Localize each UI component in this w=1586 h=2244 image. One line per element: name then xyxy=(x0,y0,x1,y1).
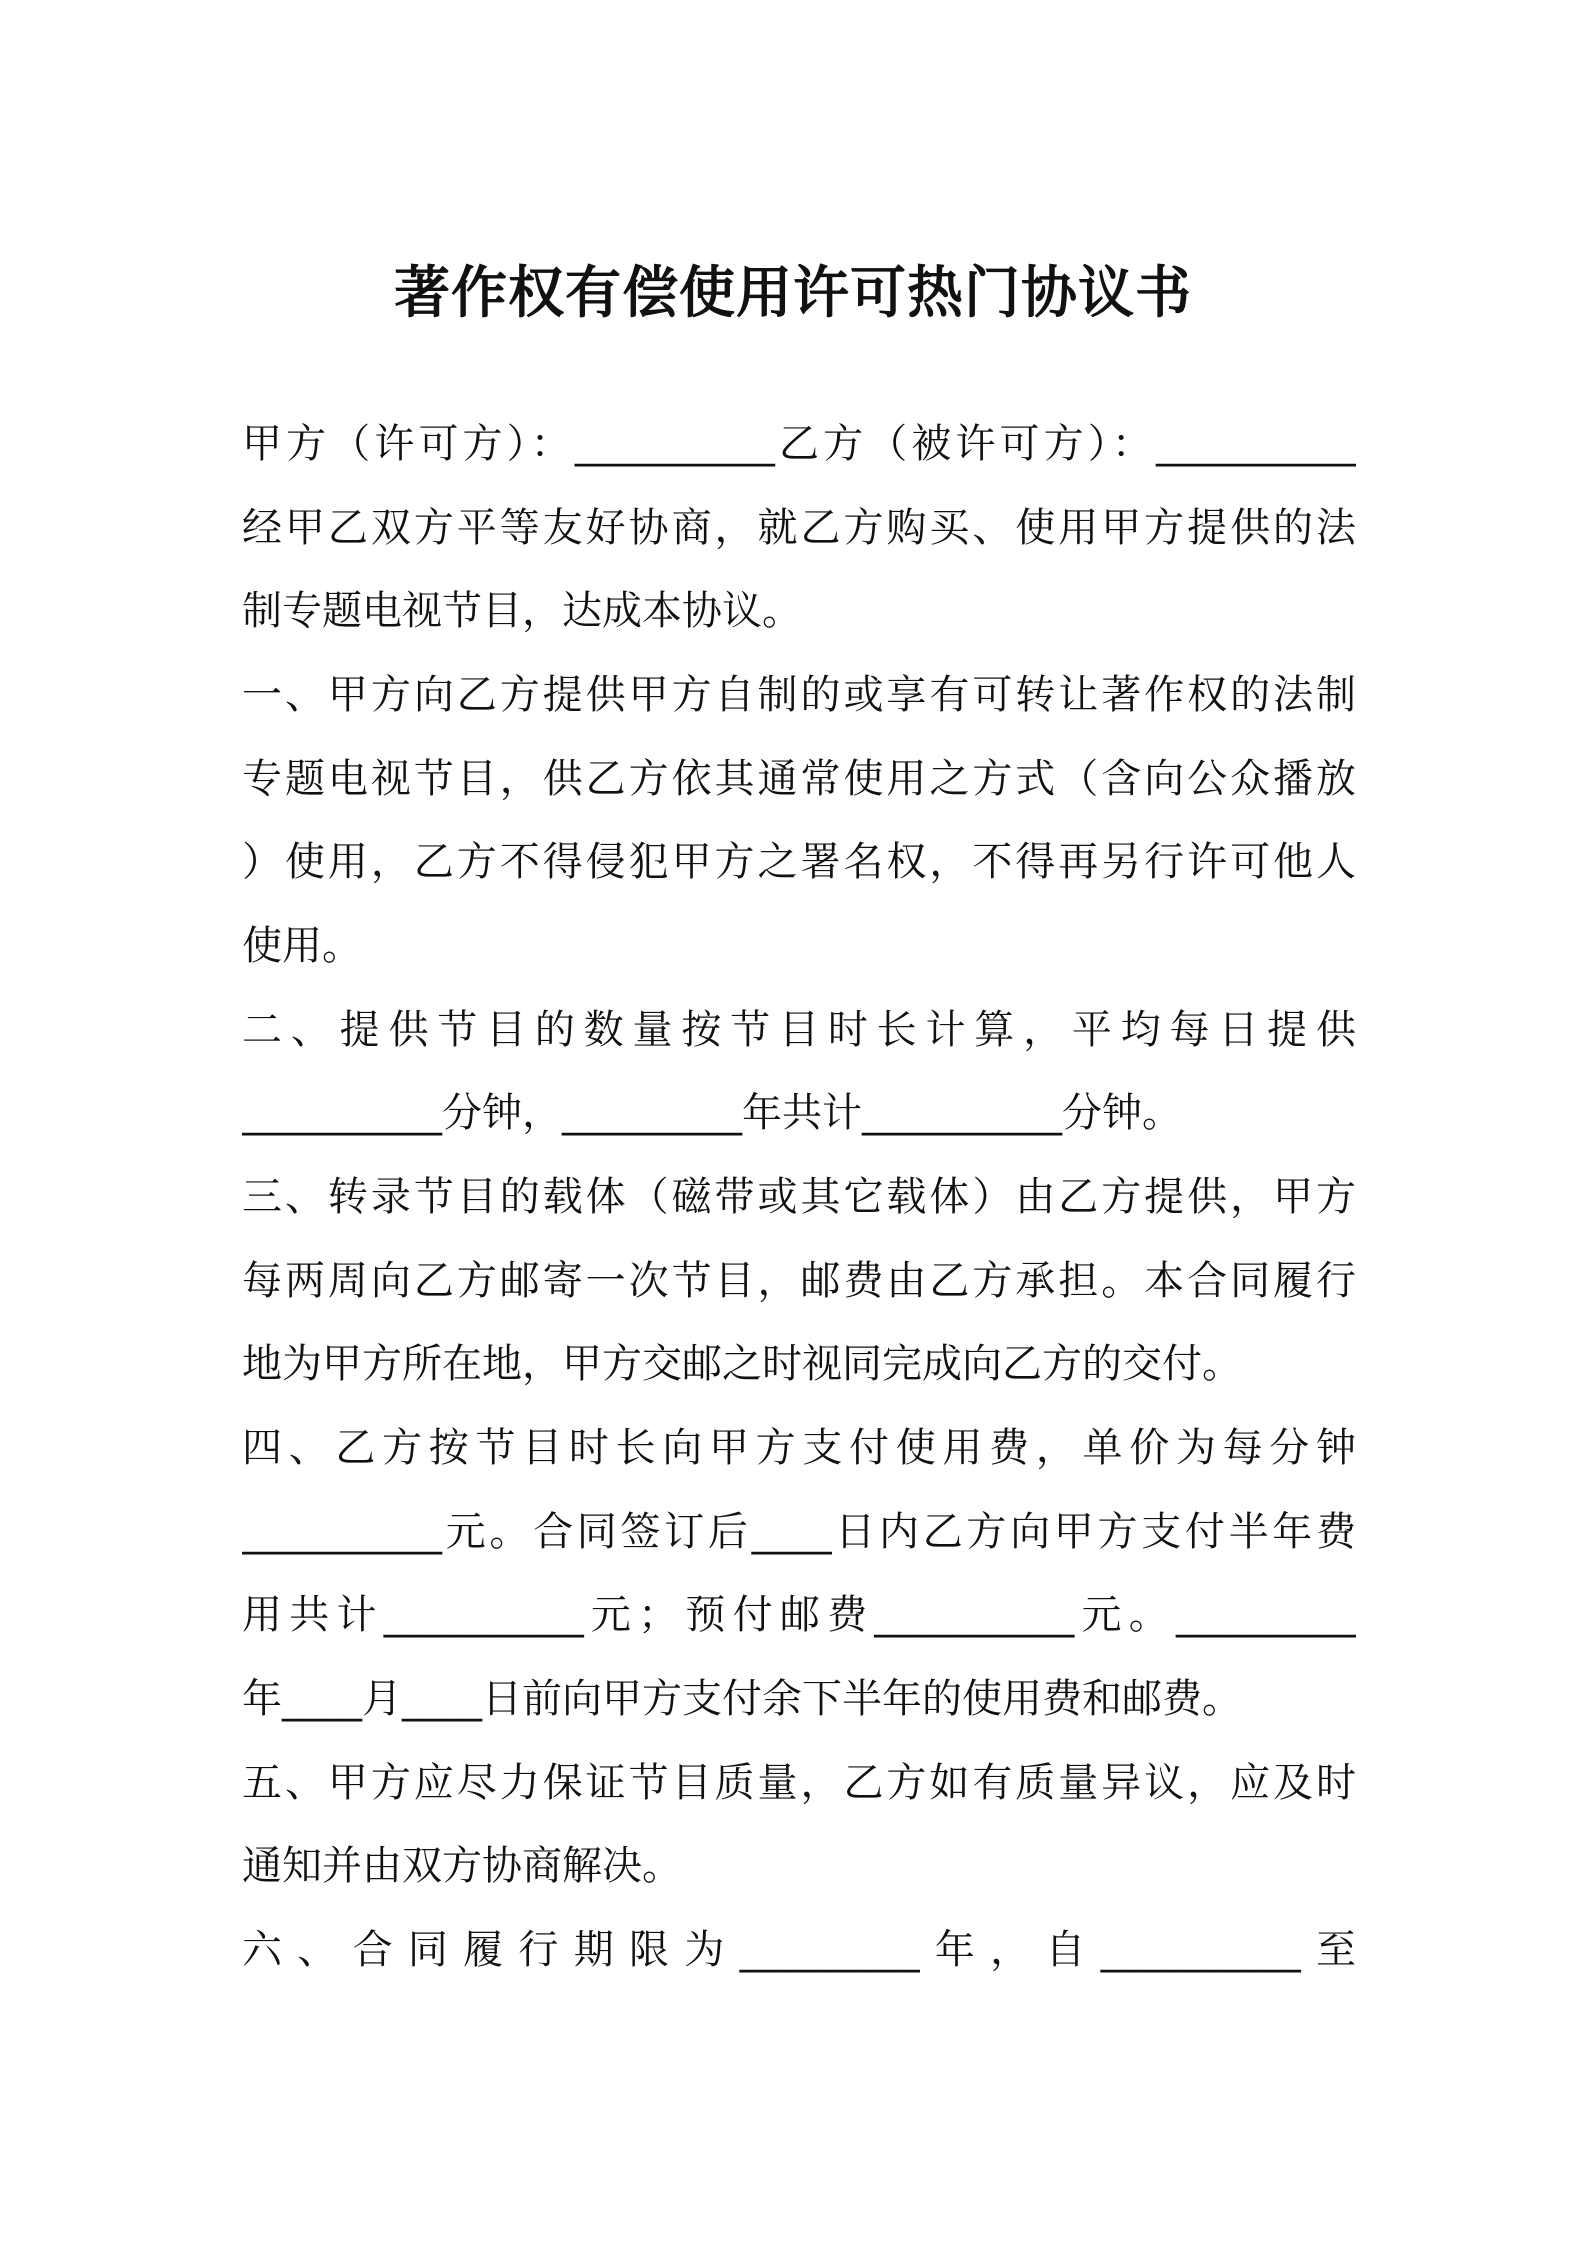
paragraph-line: __________分钟，_________年共计__________分钟。 xyxy=(242,1090,1182,1136)
document-title: 著作权有偿使用许可热门协议书 xyxy=(394,261,1192,326)
paragraph-line: 四、乙方按节目时长向甲方支付使用费，单价为每分钟 xyxy=(242,1425,1356,1471)
paragraph-line: ）使用，乙方不得侵犯甲方之署名权，不得再另行许可他人 xyxy=(242,839,1356,885)
paragraph-line: 二、提供节目的数量按节目时长计算，平均每日提供 xyxy=(242,1007,1356,1053)
paragraph-line: 使用。 xyxy=(242,923,362,969)
paragraph-line: 每两周向乙方邮寄一次节目，邮费由乙方承担。本合同履行 xyxy=(242,1258,1356,1304)
paragraph-line: 一、甲方向乙方提供甲方自制的或享有可转让著作权的法制 xyxy=(242,672,1356,718)
paragraph-line: 甲方（许可方）：__________乙方（被许可方）：__________ xyxy=(242,421,1356,467)
paragraph-line: 年____月____日前向甲方支付余下半年的使用费和邮费。 xyxy=(242,1676,1242,1722)
paragraph-line: 通知并由双方协商解决。 xyxy=(242,1843,682,1889)
paragraph-line: 经甲乙双方平等友好协商，就乙方购买、使用甲方提供的法 xyxy=(242,505,1356,551)
paragraph-line: 用共计__________元；预付邮费__________元。_________ xyxy=(242,1592,1356,1638)
paragraph-line: 五、甲方应尽力保证节目质量，乙方如有质量异议，应及时 xyxy=(242,1760,1356,1806)
paragraph-line: 六、合同履行期限为_________年，自__________至 xyxy=(242,1927,1356,1973)
paragraph-line: 制专题电视节目，达成本协议。 xyxy=(242,588,802,634)
paragraph-line: __________元。合同签订后____日内乙方向甲方支付半年费 xyxy=(242,1509,1356,1555)
paragraph-line: 专题电视节目，供乙方依其通常使用之方式（含向公众播放 xyxy=(242,756,1356,802)
paragraph-line: 三、转录节目的载体（磁带或其它载体）由乙方提供，甲方 xyxy=(242,1174,1356,1220)
paragraph-line: 地为甲方所在地，甲方交邮之时视同完成向乙方的交付。 xyxy=(242,1341,1242,1387)
